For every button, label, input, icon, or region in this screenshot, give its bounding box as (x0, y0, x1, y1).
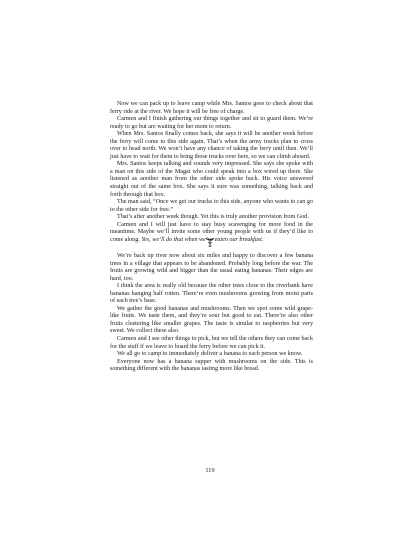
fleuron-ornament-icon (205, 237, 215, 247)
paragraph: We’re back up river now about six miles and happy to discover a few banana trees in a village that appears to be abandoned. Probably long before the war. The fruits are growing wild and bigger than the usual eating bananas. Their edges are hard, too. (110, 253, 313, 282)
italic-thought: Yes, we’ll do that when we’ve eaten our breakfast. (141, 236, 264, 243)
paragraph: Carmen and I finish gathering our things together and sit to guard them. We’re ready to go but are waiting for her mom to return. (110, 116, 313, 130)
section-two (110, 253, 313, 374)
paragraph: Everyone now has a banana supper with mushrooms on the side. This is something different with the bananas tasting more like bread. (110, 358, 313, 373)
paragraph: Mrs. Santos keeps talking and sounds very impressed. She says she spoke with a man on this side of the Magat who could speak into a box wired up there. She listened as another man from the other side spoke back. His voice answered straight out of the same box. She says it sure was something, talking back and forth through that box. (110, 161, 313, 198)
paragraph: That’s after another week though. Yet this is truly another provision from God. (117, 214, 309, 221)
paragraph: We gather the good bananas and mushrooms. Then we spot some wild grape-like fruits. We taste them, and they’re sour but good to eat. There’re also other fruits clustering like smaller grapes. The taste is similar to raspberries but very sweet. We collect these also. (110, 305, 313, 335)
paragraph: I think the area is really old because the other trees close to the riverbank have bananas hanging half rotten. There’re even mushrooms growing from moist parts of each tree’s base. (110, 283, 313, 305)
paragraph: The man said, “Once we get our trucks to this side, anyone who wants to can go to the other side for free.” (110, 199, 313, 213)
paragraph: Carmen and I will just have to stay busy scavenging for more food in the meantime. Maybe we’ll invite some other young people with us if they’d like to come along. Yes, we’ll do that when we’ve eaten our breakfast. (110, 221, 313, 243)
section-one (110, 101, 313, 244)
paragraph: When Mrs. Santos finally comes back, she says it will be another week before the ferry will come to this side again. That’s when the army trucks plan to cross over to head north. We won’t have any chance of taking the ferry until then. We’ll just have to wait for them to bring those trucks over here, so we can climb aboard. (110, 131, 313, 160)
paragraph: We all go to camp to immediately deliver a banana to each person we know. (117, 351, 303, 358)
paragraph: Carmen and I see other things to pick, but we tell the others they can come back for the stuff if we leave to board the ferry before we can pick it. (110, 336, 313, 350)
paragraph: Now we can pack up to leave camp while Mrs. Santos goes to check about that ferry ride at the river. We hope it will be free of charge. (110, 101, 313, 115)
page-number: 119 (205, 467, 215, 474)
